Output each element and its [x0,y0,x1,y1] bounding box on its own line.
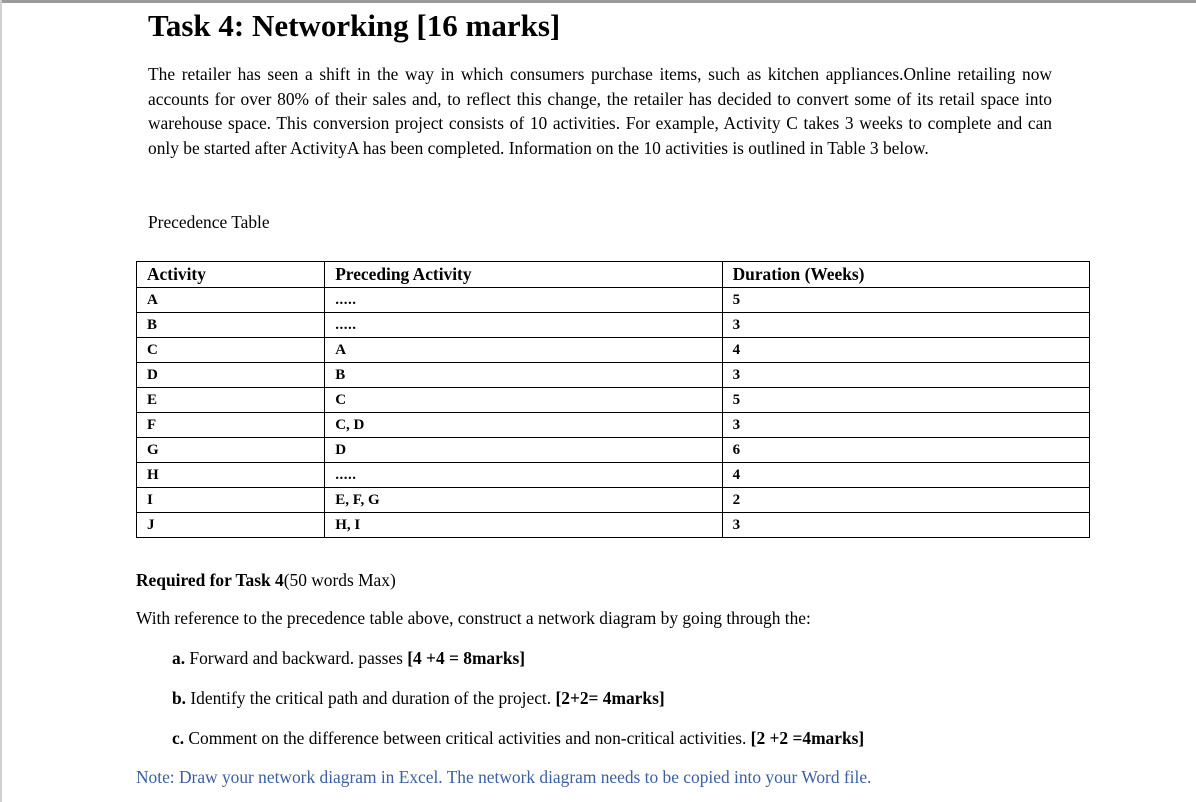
item-letter: c. [172,728,185,748]
cell-preceding: C, D [325,413,722,438]
required-heading [136,570,396,591]
cell-activity: J [137,513,325,538]
cell-activity: F [137,413,325,438]
cell-activity: B [137,313,325,338]
table-row [137,463,1090,488]
cell-activity: A [137,288,325,313]
cell-duration: 2 [722,488,1089,513]
page-title: Task 4: Networking [16 marks] [148,8,561,43]
note-text: Note: Draw your network diagram in Excel. The network diagram needs to be copied into your Word file. [136,767,872,787]
cell-activity: D [137,363,325,388]
requirement-item-c [172,728,864,749]
cell-preceding: B [325,363,722,388]
header-preceding-activity: Preceding Activity [325,262,722,288]
table-row [137,313,1090,338]
cell-activity: I [137,488,325,513]
table-row [137,438,1090,463]
item-text: Identify the critical path and duration of the project. [186,688,556,708]
cell-preceding: ..... [325,288,722,313]
cell-activity: H [137,463,325,488]
cell-duration: 4 [722,338,1089,363]
header-duration: Duration (Weeks) [722,262,1089,288]
table-row [137,488,1090,513]
cell-preceding: E, F, G [325,488,722,513]
requirement-item-b [172,688,665,709]
precedence-table [136,261,1090,538]
cell-duration: 5 [722,288,1089,313]
cell-duration: 3 [722,413,1089,438]
page-left-border [0,0,2,802]
cell-preceding: ..... [325,463,722,488]
required-instruction: With reference to the precedence table above, construct a network diagram by going through the: [136,608,811,628]
cell-duration: 3 [722,513,1089,538]
required-heading-bold: Required for Task 4 [136,570,284,590]
table-header-row [137,262,1090,288]
item-letter: a. [172,648,186,668]
cell-duration: 6 [722,438,1089,463]
header-activity: Activity [137,262,325,288]
item-marks: [4 +4 = 8marks] [407,648,526,668]
requirement-item-a [172,648,525,669]
page-top-border [0,0,1196,3]
cell-preceding: H, I [325,513,722,538]
cell-duration: 3 [722,363,1089,388]
cell-preceding: D [325,438,722,463]
table-row [137,338,1090,363]
table-row [137,388,1090,413]
cell-duration: 5 [722,388,1089,413]
intro-paragraph: The retailer has seen a shift in the way in which consumers purchase items, such as kitchen appliances.Online retailing now accounts for over 80% of their sales and, to reflect this change, the retailer has decided to convert some of its retail space into warehouse space. This conversion project consists of 10 activities. For example, Activity C takes 3 weeks to complete and can only be started after ActivityA has been completed. Information on the 10 activities is outlined in Table 3 below. [148,64,1052,158]
cell-activity: G [137,438,325,463]
cell-preceding: C [325,388,722,413]
required-heading-rest: (50 words Max) [283,570,396,590]
item-text: Comment on the difference between critical activities and non-critical activities. [184,728,751,748]
cell-activity: C [137,338,325,363]
cell-preceding: ..... [325,313,722,338]
table-row [137,413,1090,438]
item-marks: [2+2= 4marks] [555,688,665,708]
cell-activity: E [137,388,325,413]
table-row [137,288,1090,313]
item-marks: [2 +2 =4marks] [750,728,865,748]
table-row [137,363,1090,388]
cell-duration: 3 [722,313,1089,338]
table-caption: Precedence Table [148,212,270,232]
cell-duration: 4 [722,463,1089,488]
item-text: Forward and backward. passes [185,648,408,668]
table-row [137,513,1090,538]
item-letter: b. [172,688,187,708]
cell-preceding: A [325,338,722,363]
